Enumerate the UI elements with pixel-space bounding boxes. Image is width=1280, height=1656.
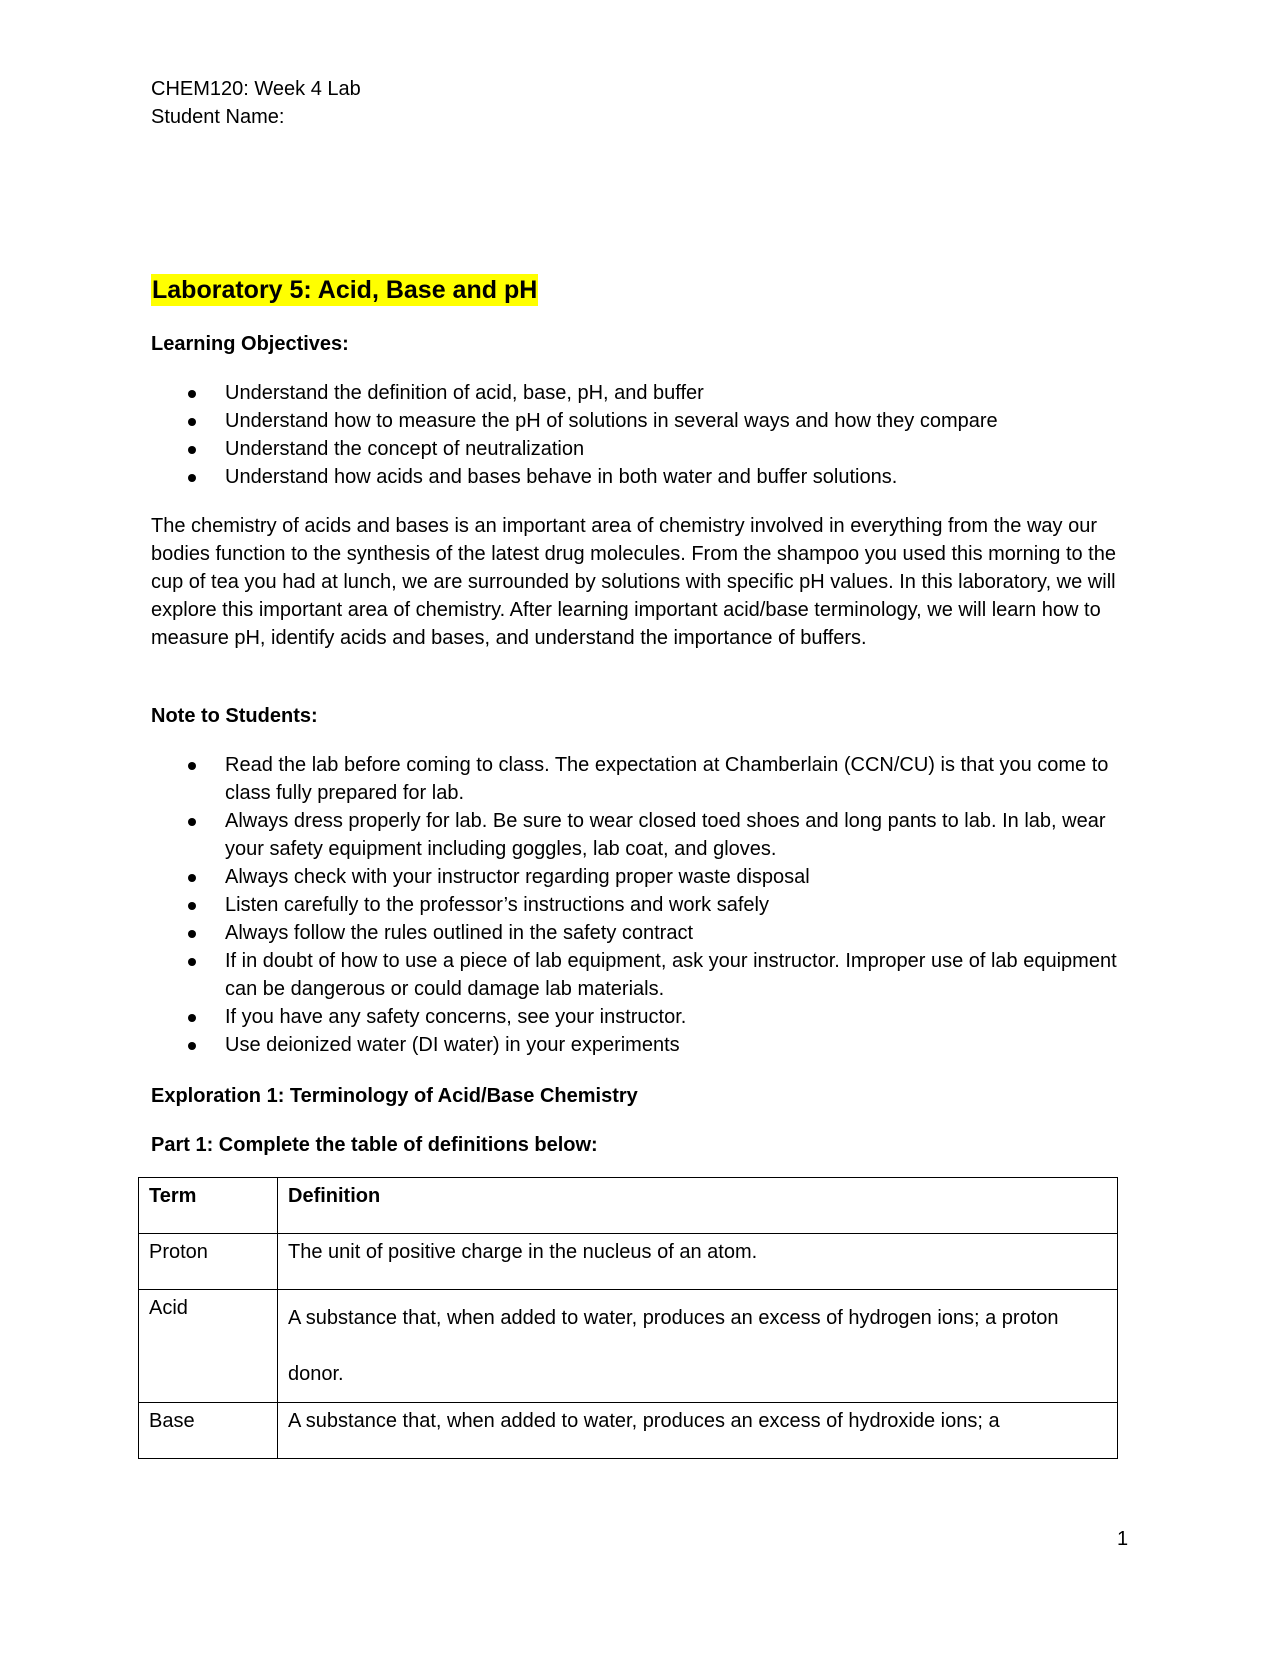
list-item-text: Use deionized water (DI water) in your experiments xyxy=(225,1034,680,1056)
bullet-icon xyxy=(188,874,196,882)
list-item xyxy=(151,435,1141,463)
list-item xyxy=(151,947,1141,1003)
bullet-icon xyxy=(188,958,196,966)
course-header: CHEM120: Week 4 Lab xyxy=(151,78,361,100)
term-cell: Base xyxy=(139,1403,278,1459)
table-row xyxy=(139,1403,1118,1459)
list-item-text: If in doubt of how to use a piece of lab equipment, ask your instructor. Improper use of lab equipment can be dangerous or could damage lab materials. xyxy=(225,950,1117,1000)
list-item xyxy=(151,807,1141,863)
column-header-term: Term xyxy=(139,1178,278,1234)
bullet-icon xyxy=(188,446,196,454)
list-item-text: Always check with your instructor regarding proper waste disposal xyxy=(225,866,810,888)
list-item xyxy=(151,407,1141,435)
column-header-definition: Definition xyxy=(278,1178,1118,1234)
list-item-text: Understand the definition of acid, base, pH, and buffer xyxy=(225,382,704,404)
term-cell: Proton xyxy=(139,1234,278,1290)
table-header-row xyxy=(139,1178,1118,1234)
student-name-label: Student Name: xyxy=(151,106,285,128)
bullet-icon xyxy=(188,418,196,426)
list-item-text: Always dress properly for lab. Be sure to wear closed toed shoes and long pants to lab. In lab, wear your safety equipment including goggles, lab coat, and gloves. xyxy=(225,810,1106,860)
list-item xyxy=(151,891,1141,919)
intro-paragraph: The chemistry of acids and bases is an important area of chemistry involved in everything from the way our bodies function to the synthesis of the latest drug molecules. From the shampoo you used this morning to the cup of tea you had at lunch, we are surrounded by solutions with specific pH values. In this laboratory, we will explore this important area of chemistry. After learning important acid/base terminology, we will learn how to measure pH, identify acids and bases, and understand the importance of buffers. xyxy=(151,515,1116,649)
list-item xyxy=(151,379,1141,407)
definitions-table xyxy=(138,1177,1118,1459)
notes-heading: Note to Students: xyxy=(151,705,318,727)
list-item xyxy=(151,751,1141,807)
definition-cell: A substance that, when added to water, produces an excess of hydroxide ions; a xyxy=(278,1403,1118,1459)
term-cell: Acid xyxy=(139,1290,278,1403)
page-number: 1 xyxy=(1117,1528,1129,1550)
list-item xyxy=(151,863,1141,891)
table-row xyxy=(139,1234,1118,1290)
list-item xyxy=(151,919,1141,947)
list-item-text: Understand how acids and bases behave in both water and buffer solutions. xyxy=(225,466,898,488)
bullet-icon xyxy=(188,902,196,910)
bullet-icon xyxy=(188,390,196,398)
bullet-icon xyxy=(188,1042,196,1050)
list-item-text: Always follow the rules outlined in the safety contract xyxy=(225,922,694,944)
bullet-icon xyxy=(188,474,196,482)
bullet-icon xyxy=(188,930,196,938)
list-item xyxy=(151,463,1141,491)
bullet-icon xyxy=(188,818,196,826)
page-title: Laboratory 5: Acid, Base and pH xyxy=(152,276,538,304)
list-item-text: Understand the concept of neutralization xyxy=(225,438,585,460)
learning-objectives-heading: Learning Objectives: xyxy=(151,333,349,355)
definition-cell: The unit of positive charge in the nucleus of an atom. xyxy=(278,1234,1118,1290)
table-row xyxy=(139,1290,1118,1403)
list-item-text: Understand how to measure the pH of solutions in several ways and how they compare xyxy=(225,410,998,432)
learning-objectives-list xyxy=(151,379,1141,491)
part-heading: Part 1: Complete the table of definitions below: xyxy=(151,1134,598,1156)
definition-cell: A substance that, when added to water, produces an excess of hydrogen ions; a proton donor. xyxy=(278,1290,1118,1403)
bullet-icon xyxy=(188,762,196,770)
notes-list xyxy=(151,751,1141,1059)
list-item-text: If you have any safety concerns, see your instructor. xyxy=(225,1006,687,1028)
list-item xyxy=(151,1003,1141,1031)
list-item xyxy=(151,1031,1141,1059)
bullet-icon xyxy=(188,1014,196,1022)
list-item-text: Read the lab before coming to class. The expectation at Chamberlain (CCN/CU) is that you come to class fully prepared for lab. xyxy=(225,754,1109,804)
list-item-text: Listen carefully to the professor’s instructions and work safely xyxy=(225,894,769,916)
exploration-heading: Exploration 1: Terminology of Acid/Base Chemistry xyxy=(151,1085,638,1107)
